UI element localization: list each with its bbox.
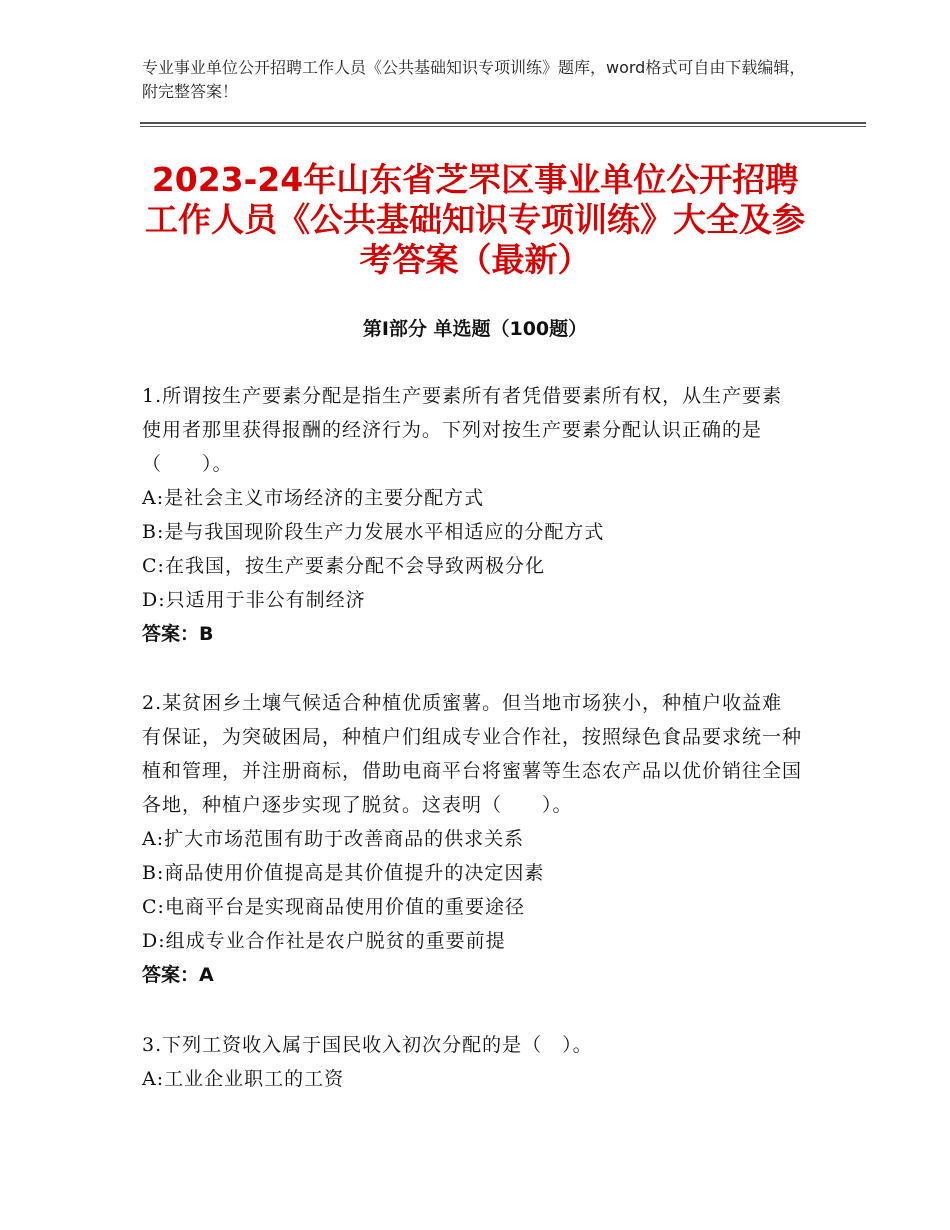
option-b: B:商品使用价值提高是其价值提升的决定因素 — [142, 862, 545, 884]
option-a: A:是社会主义市场经济的主要分配方式 — [142, 487, 485, 509]
answer-line: 答案：A — [142, 964, 214, 986]
option-c: C:在我国，按生产要素分配不会导致两极分化 — [142, 555, 545, 577]
option-c: C:电商平台是实现商品使用价值的重要途径 — [142, 896, 525, 918]
option-a: A:工业企业职工的工资 — [142, 1068, 345, 1090]
header-divider — [140, 122, 866, 124]
question-3 — [142, 1028, 802, 1096]
question-stem: 1.所谓按生产要素分配是指生产要素所有者凭借要素所有权，从生产要素使用者那里获得报酬的经济行为。下列对按生产要素分配认识正确的是（ ）。 — [142, 385, 783, 475]
option-a: A:扩大市场范围有助于改善商品的供求关系 — [142, 828, 525, 850]
question-1 — [142, 379, 802, 651]
section-heading: 第Ⅰ部分 单选题（100题） — [362, 318, 588, 340]
option-d: D:只适用于非公有制经济 — [142, 589, 366, 611]
header-divider-thin — [140, 126, 866, 127]
question-stem: 3.下列工资收入属于国民收入初次分配的是（ ）。 — [142, 1034, 593, 1056]
option-b: B:是与我国现阶段生产力发展水平相适应的分配方式 — [142, 521, 605, 543]
page-title: 2023-24年山东省芝罘区事业单位公开招聘工作人员《公共基础知识专项训练》大全及参考答案（最新） — [145, 160, 805, 279]
answer-line: 答案：B — [142, 623, 214, 645]
option-d: D:组成专业合作社是农户脱贫的重要前提 — [142, 930, 506, 952]
header-note: 专业事业单位公开招聘工作人员《公共基础知识专项训练》题库，word格式可自由下载编辑，附完整答案！ — [142, 58, 806, 101]
question-stem: 2.某贫困乡土壤气候适合种植优质蜜薯。但当地市场狭小，种植户收益难有保证，为突破困局，种植户们组成专业合作社，按照绿色食品要求统一种植和管理，并注册商标，借助电商平台将蜜薯等生态农产品以优价销往全国各地，种植户逐步实现了脱贫。这表明（ ）。 — [142, 692, 803, 816]
question-2 — [142, 686, 802, 992]
